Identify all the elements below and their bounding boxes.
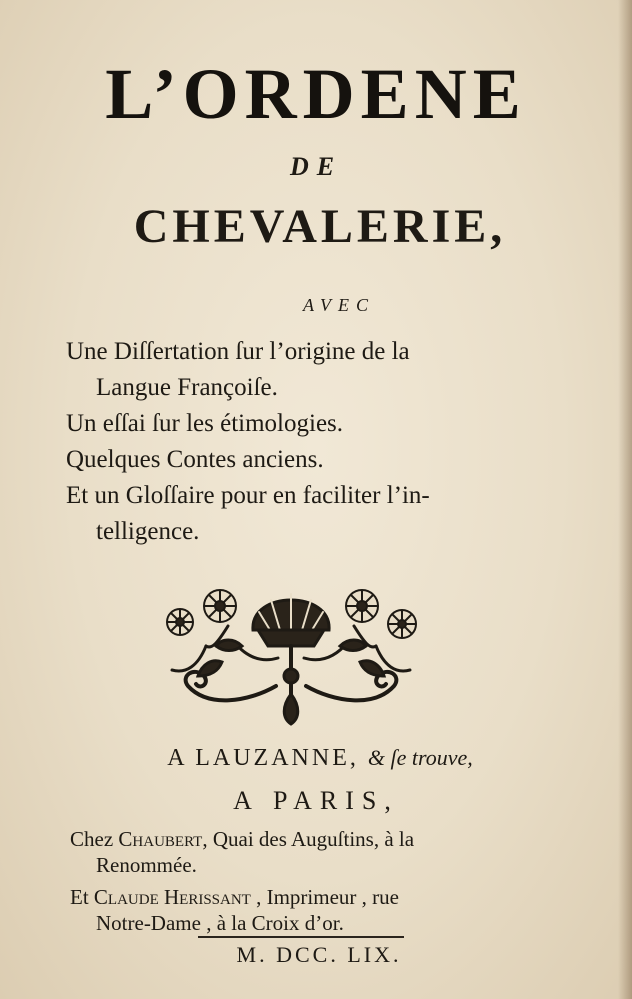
- shell-and-flowers-ornament-icon: [158, 566, 424, 732]
- imprint-seller-rest: , Imprimeur , rue: [250, 885, 399, 909]
- contents-line: telligence.: [96, 518, 200, 545]
- title-line-ordene: L’ORDENE: [105, 54, 527, 134]
- contents-list: [66, 334, 536, 550]
- contents-line: Quelques Contes anciens.: [66, 446, 324, 473]
- imprint-place-note: & ſe trouve,: [367, 745, 473, 770]
- title-line-chevalerie: CHEVALERIE,: [133, 200, 507, 253]
- divider-rule: [198, 936, 404, 938]
- imprint-seller-line: Notre-Dame , à la Croix d’or.: [96, 911, 344, 935]
- imprint-place-paris: A PARIS,: [233, 786, 399, 815]
- imprint-place-lausanne: [0, 746, 632, 770]
- title-line-de: DE: [289, 152, 343, 181]
- imprint-seller-line: [70, 884, 540, 910]
- imprint-seller-prefix: Chez: [70, 827, 114, 851]
- imprint-place-main: A LAUZANNE,: [167, 745, 359, 771]
- contents-line: Langue Françoiſe.: [96, 374, 278, 401]
- imprint-sellers: [70, 826, 540, 936]
- imprint-seller-name: Claude Herissant: [93, 885, 251, 909]
- publication-date: M. DCC. LIX.: [236, 942, 402, 967]
- contents-line: Une Diſſertation ſur l’origine de la: [66, 338, 410, 365]
- contents-line: Un eſſai ſur les étimologies.: [66, 410, 344, 437]
- imprint-seller-name: Chaubert: [118, 827, 203, 851]
- imprint-seller-rest: , Quai des Auguſtins, à la: [202, 827, 415, 851]
- imprint-seller-prefix: Et: [70, 885, 89, 909]
- imprint-seller-line: [70, 826, 540, 852]
- avec-label: AVEC: [302, 295, 376, 315]
- imprint-seller-line: Renommée.: [96, 853, 197, 877]
- contents-line: Et un Gloſſaire pour en faciliter l’in-: [66, 482, 430, 509]
